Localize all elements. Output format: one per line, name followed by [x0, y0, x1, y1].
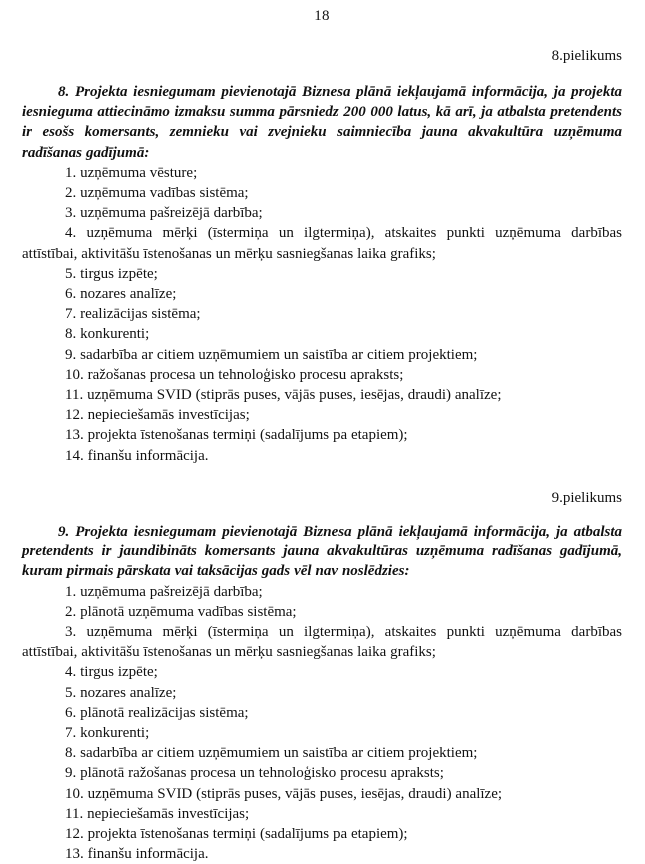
list-item-number: 13.	[65, 846, 84, 863]
list-item-number: 10.	[65, 785, 84, 802]
list-item-text: sadarbība ar citiem uzņēmumiem un saistība ar citiem projektiem;	[80, 745, 478, 762]
list-item-number: 1.	[65, 164, 77, 181]
list-item	[22, 703, 622, 723]
list-item	[22, 405, 622, 425]
list-item-number: 6.	[65, 704, 77, 721]
list-item-number: 14.	[65, 447, 84, 464]
list-item-text: uzņēmuma SVID (stiprās puses, vājās puses, iesējas, draudi) analīze;	[87, 785, 503, 802]
list-item-number: 3.	[65, 624, 77, 641]
list-item	[22, 385, 622, 405]
list-item-number: 2.	[65, 185, 77, 202]
list-item-text: uzņēmuma pašreizējā darbība;	[80, 583, 263, 600]
list-item	[22, 844, 622, 864]
list-item-number: 8.	[65, 326, 77, 343]
list-item-number: 7.	[65, 306, 77, 323]
list-item	[22, 582, 622, 602]
list-item-number: 6.	[65, 286, 77, 303]
list-item-number: 5.	[65, 684, 77, 701]
list-item-text: ražošanas procesa un tehnoloģisko procesu apraksts;	[87, 366, 404, 383]
list-item-number: 4.	[65, 664, 77, 681]
list-item-text: konkurenti;	[80, 326, 150, 343]
list-item	[22, 804, 622, 824]
spacer	[22, 65, 622, 82]
list-item	[22, 446, 622, 466]
list-item-text: tirgus izpēte;	[80, 664, 158, 681]
list-item	[22, 223, 622, 263]
list-item	[22, 365, 622, 385]
list-item	[22, 743, 622, 763]
page-number: 18	[314, 8, 330, 24]
list-item-number: 13.	[65, 427, 84, 444]
list-item	[22, 264, 622, 284]
list-item	[22, 345, 622, 365]
list-item-number: 5.	[65, 265, 77, 282]
list-item-text: uzņēmuma mērķi (īstermiņa un ilgtermiņa), atskaites punkti uzņēmuma darbības attīstībai, aktivitāšu īstenošanas un mērķu sasniegšanas laika grafiks;	[22, 624, 622, 661]
list-item-number: 3.	[65, 205, 77, 222]
list-item-text: uzņēmuma pašreizējā darbība;	[80, 205, 263, 222]
annex-9-heading: 9. Projekta iesniegumam pievienotajā Biznesa plānā iekļaujamā informācija, ja atbalsta pretendents ir jaundibināts komersants jauna akvakultūras uzņēmuma radīšanas gadījumā, kuram pirmais pārskata vai taksācijas gads vēl nav noslēdzies:	[22, 523, 622, 580]
list-item-number: 2.	[65, 603, 77, 620]
annex-9-label: 9.pielikums	[551, 489, 622, 506]
list-item	[22, 622, 622, 662]
list-item-number: 8.	[65, 745, 77, 762]
spacer	[22, 466, 622, 489]
list-item-text: plānotā realizācijas sistēma;	[80, 704, 249, 721]
list-item-text: nozares analīze;	[80, 684, 177, 701]
list-item-number: 12.	[65, 407, 84, 424]
list-item-number: 4.	[65, 225, 77, 242]
list-item	[22, 662, 622, 682]
list-item	[22, 284, 622, 304]
list-item-text: sadarbība ar citiem uzņēmumiem un saistība ar citiem projektiem;	[80, 346, 478, 363]
list-item-text: uzņēmuma vadības sistēma;	[80, 185, 249, 202]
list-item	[22, 324, 622, 344]
list-item-text: nozares analīze;	[80, 286, 177, 303]
list-item-text: plānotā ražošanas procesa un tehnoloģisko procesu apraksts;	[80, 765, 444, 782]
list-item	[22, 723, 622, 743]
list-item	[22, 425, 622, 445]
list-item-text: konkurenti;	[80, 725, 150, 742]
spacer	[22, 24, 622, 47]
list-item-number: 10.	[65, 366, 84, 383]
list-item-text: realizācijas sistēma;	[80, 306, 201, 323]
list-item-number: 12.	[65, 826, 84, 843]
list-item-text: nepieciešamās investīcijas;	[87, 407, 250, 424]
list-item-number: 9.	[65, 346, 77, 363]
list-item-number: 11.	[65, 805, 84, 822]
list-item-text: finanšu informācija.	[87, 846, 209, 863]
list-item	[22, 183, 622, 203]
list-item-number: 7.	[65, 725, 77, 742]
list-item	[22, 304, 622, 324]
list-item-text: projekta īstenošanas termiņi (sadalījums pa etapiem);	[87, 427, 408, 444]
annex-8-heading: 8. Projekta iesniegumam pievienotajā Biznesa plānā iekļaujamā informācija, ja projekta iesnieguma attiecināmo izmaksu summa pārsniedz 200 000 latus, kā arī, ja atbalsta pretendents ir esošs komersants, zemnieku vai zvejnieku saimniecība jauna akvakultūra uzņēmuma radīšanas gadījumā:	[22, 84, 622, 161]
list-item	[22, 763, 622, 783]
list-item-text: plānotā uzņēmuma vadības sistēma;	[80, 603, 297, 620]
list-item-text: nepieciešamās investīcijas;	[87, 805, 250, 822]
annex-9-list	[22, 582, 622, 864]
list-item-text: uzņēmuma vēsture;	[80, 164, 198, 181]
list-item	[22, 683, 622, 703]
list-item-text: finanšu informācija.	[87, 447, 209, 464]
annex-8-list	[22, 163, 622, 466]
list-item	[22, 784, 622, 804]
list-item-text: uzņēmuma SVID (stiprās puses, vājās puses, iesējas, draudi) analīze;	[87, 387, 502, 404]
spacer	[22, 507, 622, 523]
list-item-number: 9.	[65, 765, 77, 782]
list-item-number: 11.	[65, 387, 84, 404]
list-item-number: 1.	[65, 583, 77, 600]
list-item	[22, 824, 622, 844]
annex-8-label: 8.pielikums	[551, 48, 622, 64]
list-item	[22, 602, 622, 622]
list-item	[22, 163, 622, 183]
list-item	[22, 203, 622, 223]
list-item-text: tirgus izpēte;	[80, 265, 158, 282]
list-item-text: projekta īstenošanas termiņi (sadalījums pa etapiem);	[87, 826, 408, 843]
list-item-text: uzņēmuma mērķi (īstermiņa un ilgtermiņa), atskaites punkti uzņēmuma darbības attīstībai, aktivitāšu īstenošanas un mērķu sasniegšanas laika grafiks;	[22, 225, 622, 262]
